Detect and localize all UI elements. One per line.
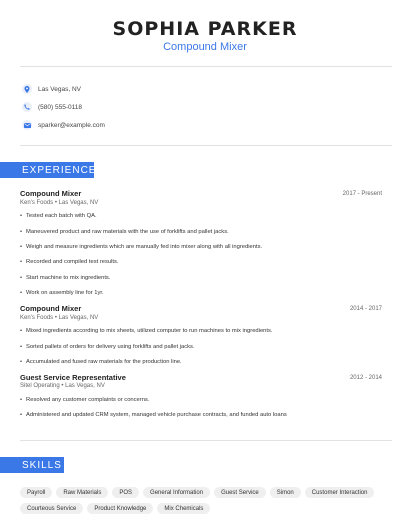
skill-tag: Product Knowledge [87, 503, 153, 514]
skill-tag: Customer Interaction [305, 487, 375, 498]
job-bullet: • Recorded and compiled test results. [20, 259, 119, 265]
skill-tag: Courteous Service [20, 503, 83, 514]
job-bullet: • Tested each batch with QA. [20, 213, 97, 219]
job-title: Guest Service Representative [20, 373, 126, 382]
experience-divider [20, 440, 392, 441]
skills-list [20, 487, 400, 514]
contact-divider [20, 145, 392, 146]
job-bullet: • Mixed ingredients according to mix sheets, utilized computer to run machines to mix ingredients. [20, 328, 273, 334]
contact-phone [22, 102, 82, 112]
skill-tag: Mix Chemicals [157, 503, 210, 514]
mail-icon [22, 120, 32, 130]
job-bullet: • Work on assembly line for 1yr. [20, 290, 104, 296]
experience-heading: EXPERIENCE [0, 162, 94, 178]
skill-tag: Raw Materials [56, 487, 108, 498]
job-company: Sitel Operating • Las Vegas, NV [20, 383, 105, 389]
location-text: Las Vegas, NV [38, 85, 81, 93]
email-text[interactable]: sparker@example.com [38, 121, 105, 129]
job-company: Ken's Foods • Las Vegas, NV [20, 200, 99, 206]
job-bullet: • Weigh and measure ingredients which are manually fed into mixer along with all ingredients. [20, 244, 262, 250]
job-bullet: • Start machine to mix ingredients. [20, 275, 110, 281]
skill-tag: POS [112, 487, 139, 498]
job-bullet: • Maneuvered product and raw materials with the use of forklifts and pallet jacks. [20, 229, 229, 235]
job-bullet: • Resolved any customer complaints or concerns. [20, 397, 149, 403]
skills-heading: SKILLS [0, 457, 64, 473]
skill-tag: Payroll [20, 487, 52, 498]
job-dates: 2014 - 2017 [349, 306, 382, 312]
phone-text: (580) 555-0118 [38, 103, 82, 111]
contact-location [22, 84, 81, 94]
job-dates: 2017 - Present [342, 191, 382, 197]
phone-icon [22, 102, 32, 112]
job-dates: 2012 - 2014 [349, 375, 382, 381]
skill-tag: General Information [143, 487, 210, 498]
skill-tag: Guest Service [214, 487, 266, 498]
job-company: Ken's Foods • Las Vegas, NV [20, 315, 99, 321]
candidate-name: SOPHIA PARKER [112, 18, 298, 40]
job-title: Compound Mixer [20, 189, 82, 198]
candidate-role: Compound Mixer [163, 41, 247, 53]
job-bullet: • Accumulated and fused raw materials for the production line. [20, 359, 182, 365]
contact-email [22, 120, 105, 130]
header-divider [20, 66, 392, 67]
job-bullet: • Sorted pallets of orders for delivery using forklifts and pallet jacks. [20, 344, 195, 350]
job-bullet: • Administered and updated CRM system, managed vehicle purchase contracts, and funded auto loans [20, 412, 287, 418]
map-pin-icon [22, 84, 32, 94]
job-title: Compound Mixer [20, 304, 82, 313]
skill-tag: Simon [270, 487, 301, 498]
